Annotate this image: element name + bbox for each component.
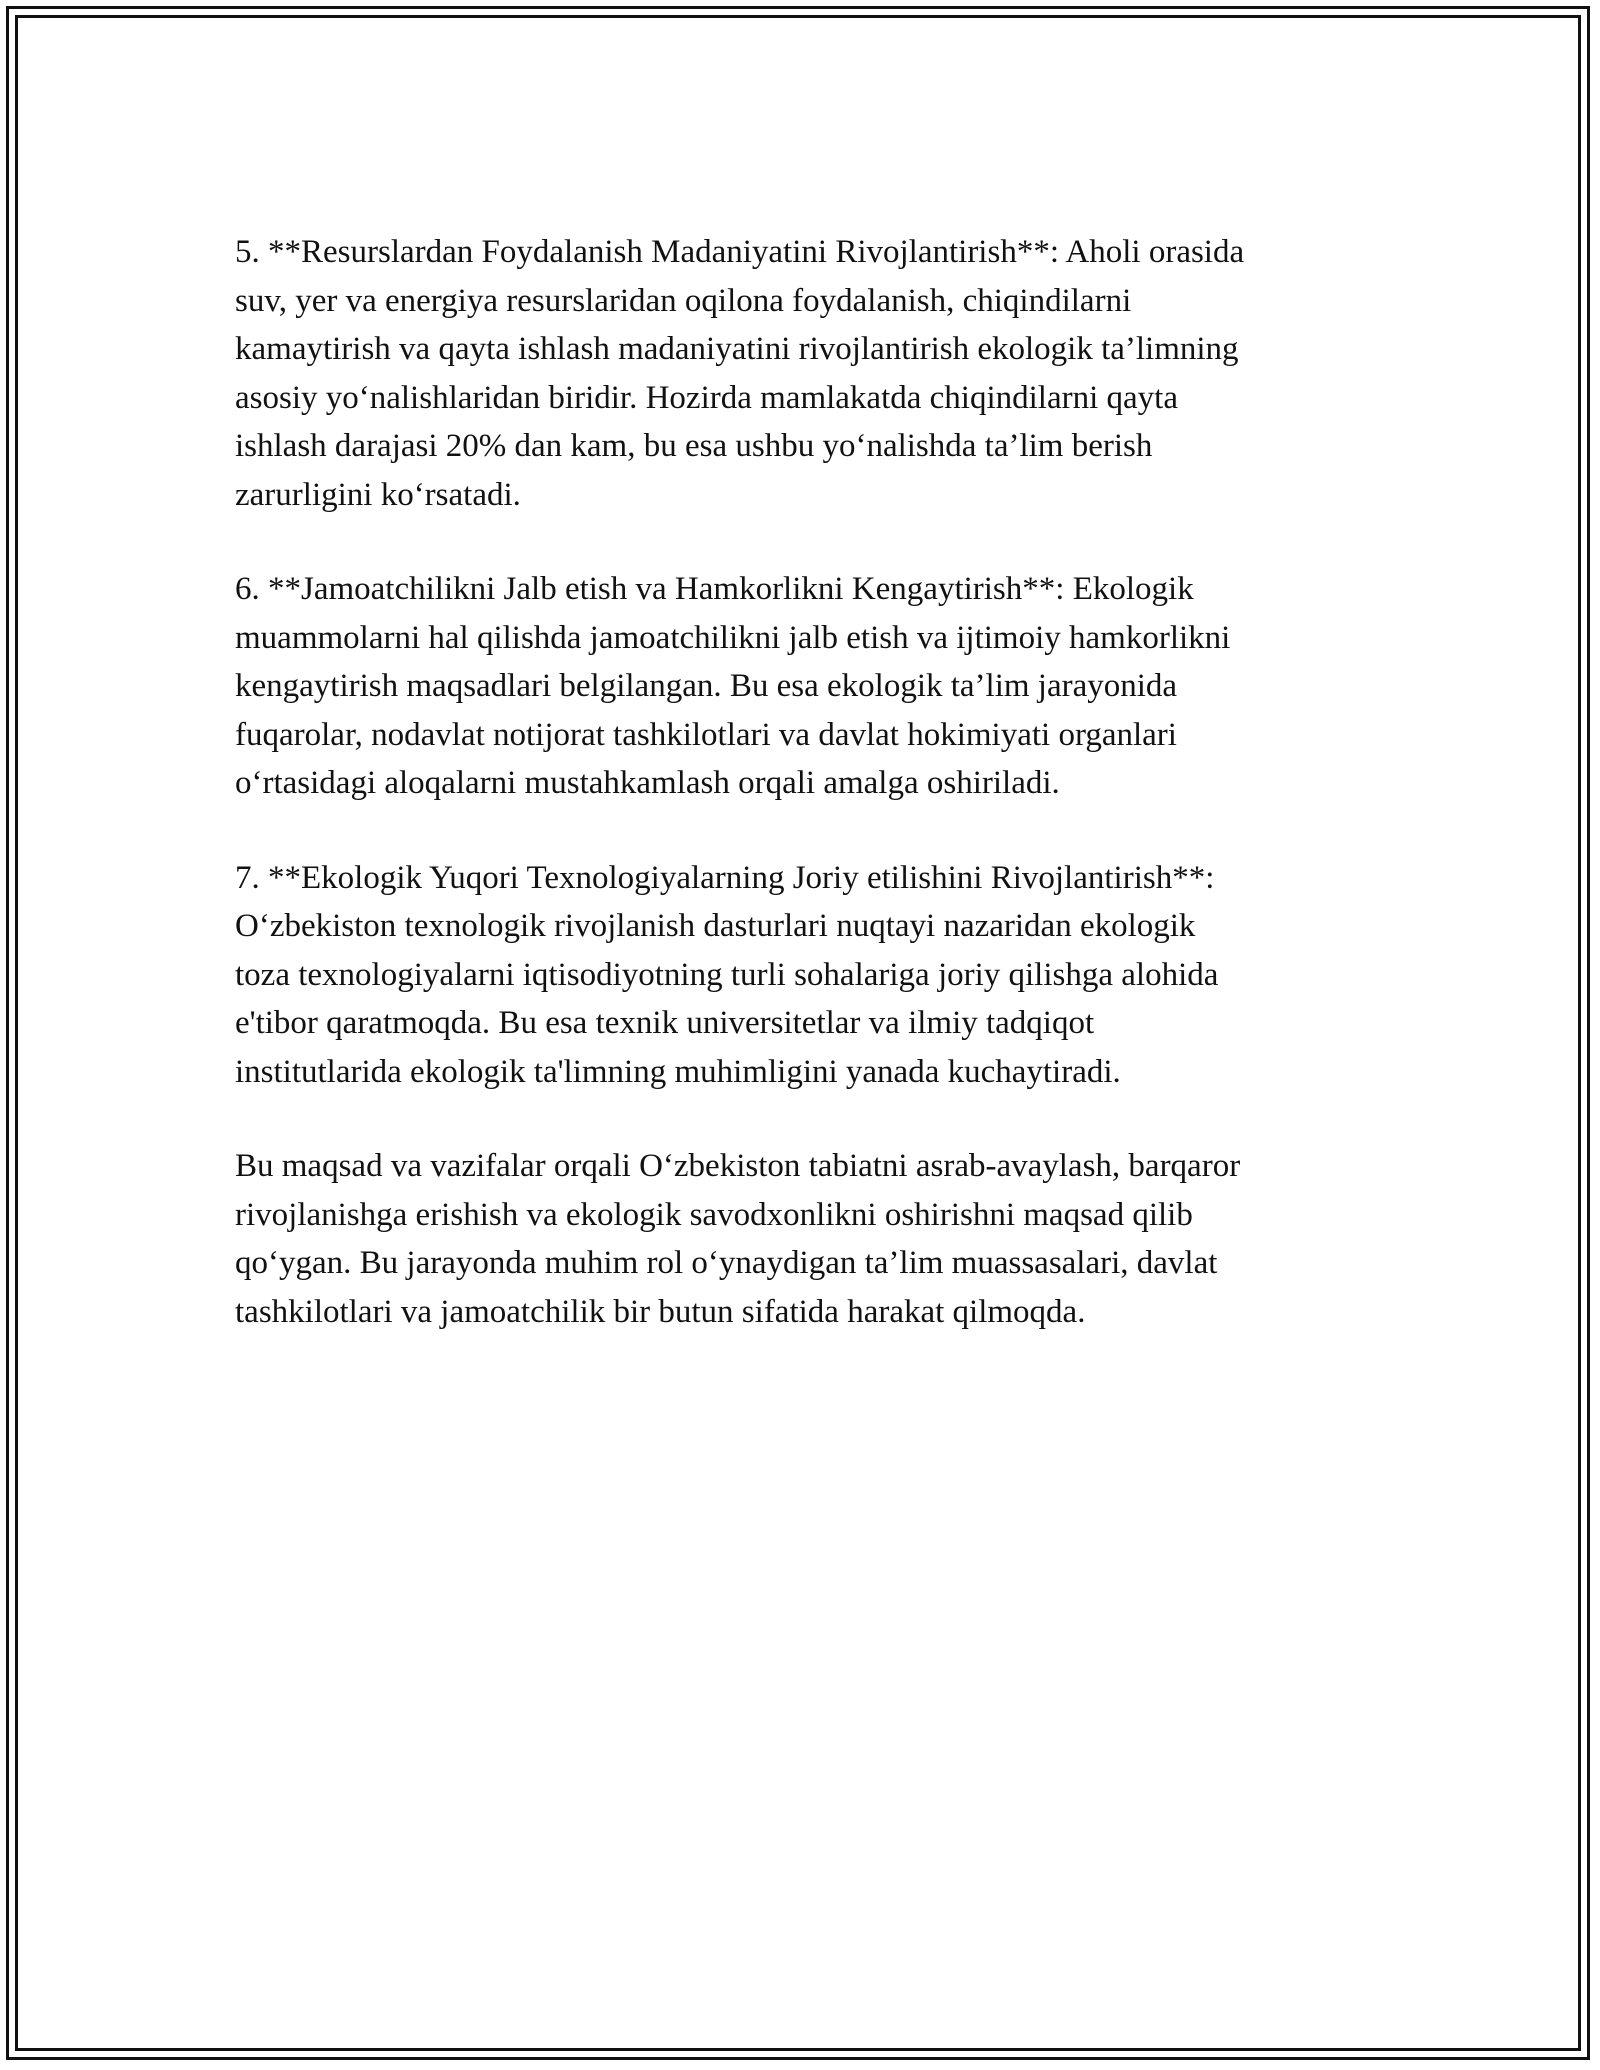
document-body <box>235 228 1370 1382</box>
paragraph-eco-technologies: 7. **Ekologik Yuqori Texnologiyalarning Joriy etilishini Rivojlantirish**: O‘zbekiston texnologik rivojlanish dasturlari nuqtayi nazaridan ekologik toza texnologiyalarni iqtisodiyotning turli sohalariga joriy qilishga alohida e'tibor qaratmoqda. Bu esa texnik universitetlar va ilmiy tadqiqot institutlarida ekologik ta'limning muhimligini yanada kuchaytiradi. <box>235 859 1219 1090</box>
paragraph-conclusion: Bu maqsad va vazifalar orqali O‘zbekiston tabiatni asrab-avaylash, barqaror rivojlanishga erishish va ekologik savodxonlikni oshirishni maqsad qilib qo‘ygan. Bu jarayonda muhim rol o‘ynaydigan ta’lim muassasalari, davlat tashkilotlari va jamoatchilik bir butun sifatida harakat qilmoqda. <box>235 1148 1241 1330</box>
paragraph-resource-culture: 5. **Resurslardan Foydalanish Madaniyatini Rivojlantirish**: Aholi orasida suv, yer va energiya resurslaridan oqilona foydalanish, chiqindilarni kamaytirish va qayta ishlash madaniyatini rivojlantirish ekologik ta’limning asosiy yo‘nalishlaridan biridir. Hozirda mamlakatda chiqindilarni qayta ishlash darajasi 20% dan kam, bu esa ushbu yo‘nalishda ta’lim berish zarurligini ko‘rsatadi. <box>235 234 1245 513</box>
paragraph-public-engagement: 6. **Jamoatchilikni Jalb etish va Hamkorlikni Kengaytirish**: Ekologik muammolarni hal qilishda jamoatchilikni jalb etish va ijtimoiy hamkorlikni kengaytirish maqsadlari belgilangan. Bu esa ekologik ta’lim jarayonida fuqarolar, nodavlat notijorat tashkilotlari va davlat hokimiyati organlari o‘rtasidagi aloqalarni mustahkamlash orqali amalga oshiriladi. <box>235 571 1231 801</box>
